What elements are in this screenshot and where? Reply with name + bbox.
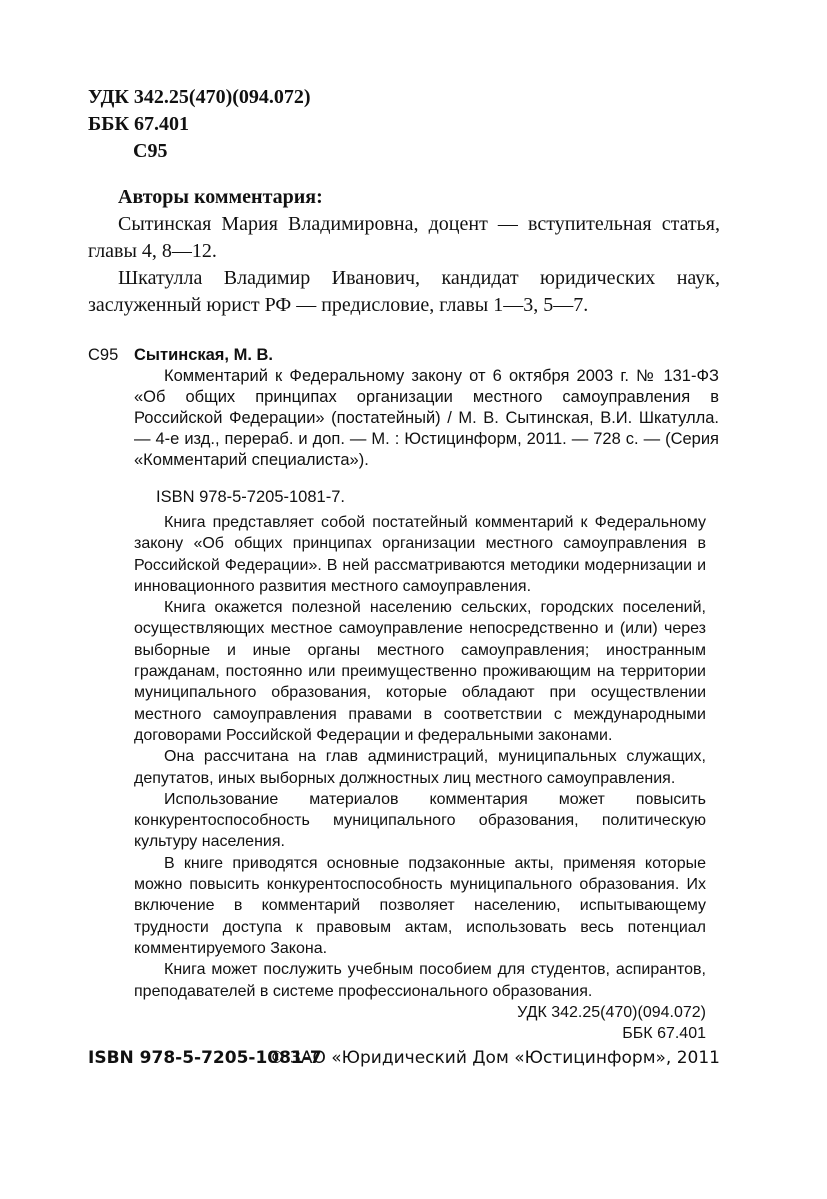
authors-section bbox=[88, 184, 720, 319]
udk-code: УДК 342.25(470)(094.072) bbox=[88, 86, 311, 108]
annotation-bbk: ББК 67.401 bbox=[622, 1025, 706, 1043]
author-mark: С95 bbox=[133, 140, 168, 162]
bibliography-author: Сытинская, М. В. bbox=[134, 346, 274, 364]
annotation-paragraph: Использование материалов комментария может повысить конкурентоспособность муниципального образования, политическую культуру населения. bbox=[134, 790, 706, 851]
bibliography-code: С95 bbox=[88, 346, 119, 364]
footer-isbn: ISBN 978-5-7205-1081-7 bbox=[88, 1048, 322, 1068]
author-entry: Сытинская Мария Владимировна, доцент — вступительная статья, главы 4, 8—12. bbox=[88, 213, 720, 262]
author-entry: Шкатулла Владимир Иванович, кандидат юридических наук, заслуженный юрист РФ — предисловие, главы 1—3, 5—7. bbox=[88, 267, 720, 316]
annotation-paragraph: Она рассчитана на глав администраций, муниципальных служащих, депутатов, иных выборных должностных лиц местного самоуправления. bbox=[134, 748, 706, 787]
annotation-paragraph: Книга может послужить учебным пособием для студентов, аспирантов, преподавателей в системе профессионального образования. bbox=[134, 961, 706, 1000]
annotation-paragraph: В книге приводятся основные подзаконные акты, применяя которые можно повысить конкурентоспособность муниципального образования. Их включение в комментарий позволяет населению, испытывающему трудности доступа к правовым актам, использовать весь потенциал комментируемого Закона. bbox=[134, 854, 706, 957]
authors-heading: Авторы комментария: bbox=[118, 186, 323, 208]
annotation-paragraph: Книга представляет собой постатейный комментарий к Федеральному закону «Об общих принципах организации местного самоуправления в Российской Федерации». В ней рассматриваются методики модернизации и инновационного развития местного самоуправления. bbox=[134, 514, 706, 595]
bibliography-description: Комментарий к Федеральному закону от 6 октября 2003 г. № 131-ФЗ «Об общих принципах организации местного самоуправления в Российской Федерации» (постатейный) / М. В. Сытинская, В.И. Шкатулла. — 4-е изд., перераб. и доп. — М. : Юстицинформ, 2011. — 728 с. — (Серия «Комментарий специалиста»). bbox=[134, 367, 719, 469]
footer-copyright: © ЗАО «Юридический Дом «Юстицинформ», 2011 bbox=[267, 1048, 720, 1068]
annotation-udk: УДК 342.25(470)(094.072) bbox=[517, 1003, 706, 1021]
bbk-code: ББК 67.401 bbox=[88, 113, 189, 135]
bibliographic-record bbox=[134, 345, 719, 508]
annotation-paragraph: Книга окажется полезной населению сельских, городских поселений, осуществляющих местное самоуправление непосредственно и (или) через выборные и иные органы местного самоуправления; иностранным гражданам, постоянно или преимущественно проживающим на территории муниципального образования, которые обладают при осуществлении местного самоуправления правами в соответствии с международными договорами Российской Федерации и федеральными законами. bbox=[134, 599, 706, 744]
bibliography-isbn: ISBN 978-5-7205-1081-7. bbox=[156, 488, 345, 506]
classification-codes bbox=[88, 84, 311, 165]
annotation bbox=[134, 512, 706, 1044]
